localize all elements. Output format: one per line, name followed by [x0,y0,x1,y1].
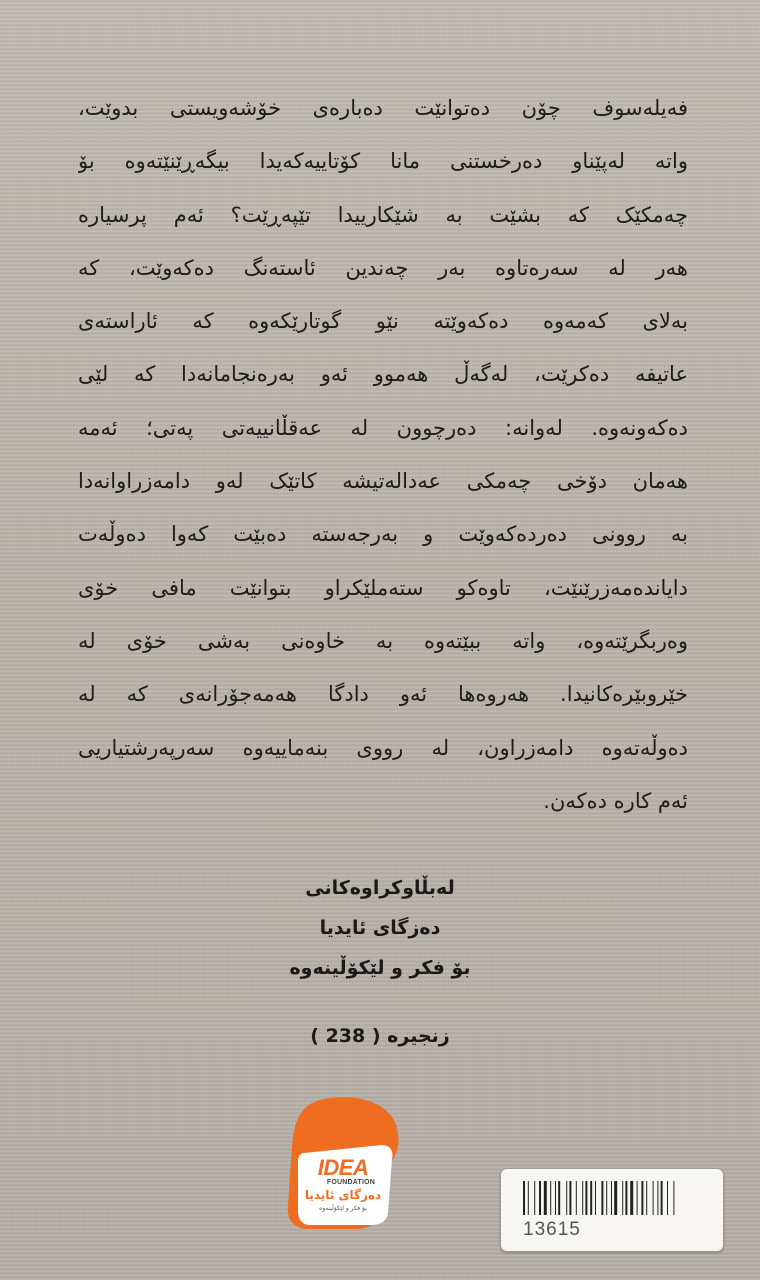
blurb-line: هەمان دۆخی چەمکی عەدالەتیشە کاتێک لەو دامەزراوانەدا [78,469,688,494]
barcode-bar [523,1181,525,1215]
barcode-icon [523,1181,717,1215]
barcode-bar [585,1181,587,1215]
blurb-line: عاتیفە دەکرێت، لەگەڵ هەموو ئەو بەرەنجامانەدا کە لێی [78,362,688,387]
blurb-line: دەوڵەتەوە دامەزراون، لە رووی بنەماییەوە سەرپەرشتیاریی [78,735,688,760]
barcode-bar [606,1181,607,1215]
barcode-bar [595,1181,596,1215]
logo-arabic-name: دەزگای ئایدیا [304,1188,382,1202]
barcode-bar [667,1181,668,1215]
blurb-line: هەر لە سەرەتاوە بەر چەندین ئاستەنگ دەکەوێت، کە [78,255,688,280]
blurb-line: واتە لەپێناو دەرخستنی مانا کۆتاییەکەیدا بیگەڕێنێتەوە بۆ [78,149,688,174]
barcode-bar [653,1181,654,1215]
barcode-bar [534,1181,535,1215]
blurb-line: خێروبێرەکانیدا. هەروەها ئەو دادگا هەمەجۆرانەی کە لە [78,682,688,707]
barcode-bar [646,1181,647,1215]
barcode-bar [622,1181,623,1215]
barcode-bar [528,1181,529,1215]
barcode-bar [555,1181,556,1215]
barcode-bar [661,1181,663,1215]
barcode-bar [558,1181,560,1215]
blurb-line: فەیلەسوف چۆن دەتوانێت دەبارەی خۆشەویستی بدوێت، [78,96,688,120]
barcode-number: 13615 [523,1219,581,1240]
idea-foundation-logo [284,1095,402,1235]
barcode-bar [550,1181,551,1215]
barcode-bar [641,1181,643,1215]
publisher-line: لەبڵاوکراوەکانی [305,877,455,899]
barcode-bar [614,1181,617,1215]
barcode-bar [601,1181,603,1215]
series-number: زنجیرە ( 238 ) [310,1025,450,1047]
barcode-bar [576,1181,577,1215]
publisher-subtitle: بۆ فکر و لێکۆڵینەوە [289,957,471,979]
logo-subtitle: بۆ فکر و لێکۆڵینەوە [319,1205,367,1212]
barcode-bar [673,1181,674,1215]
blurb-line: بەلای کەمەوە دەکەوێتە نێو گوتارێکەوە کە ئاراستەی [78,309,688,334]
blurb-line: وەربگرێتەوە، واتە ببێتەوە بە خاوەنی بەشی خۆی لە [78,628,688,653]
barcode-bar [657,1181,658,1215]
logo-wordmark: IDEA [317,1155,369,1180]
blurb-line: بە روونی دەردەکەوێت و بەرجەستە دەبێت کەوا دەوڵەت [78,522,688,547]
blurb-line: دەکەونەوە. لەوانە: دەرچوون لە عەقڵانییەتی پەتی؛ ئەمە [78,415,688,440]
blurb-line: ئەم کارە دەکەن. [543,788,688,813]
publisher-name: دەزگای ئایدیا [319,917,441,939]
publisher-info [260,868,500,1056]
logo-tagline: FOUNDATION [326,1179,376,1186]
blurb-line: دایاندەمەزرێنێت، تاوەکو ستەملێکراو بتوانێت مافی خۆی [78,575,688,600]
barcode-bar [582,1181,583,1215]
barcode-bar [544,1181,547,1215]
barcode-sticker [500,1168,724,1252]
barcode-bar [539,1181,541,1215]
barcode-bar [637,1181,638,1215]
blurb-text [78,82,688,828]
barcode-bar [566,1181,567,1215]
barcode-bar [630,1181,633,1215]
barcode-bar [611,1181,612,1215]
blurb-line: چەمکێک کە بشێت بە شێکارییدا تێپەڕێت؟ ئەم پرسیارە [78,202,688,227]
barcode-bar [625,1181,627,1215]
barcode-bar [569,1181,571,1215]
barcode-bar [590,1181,592,1215]
